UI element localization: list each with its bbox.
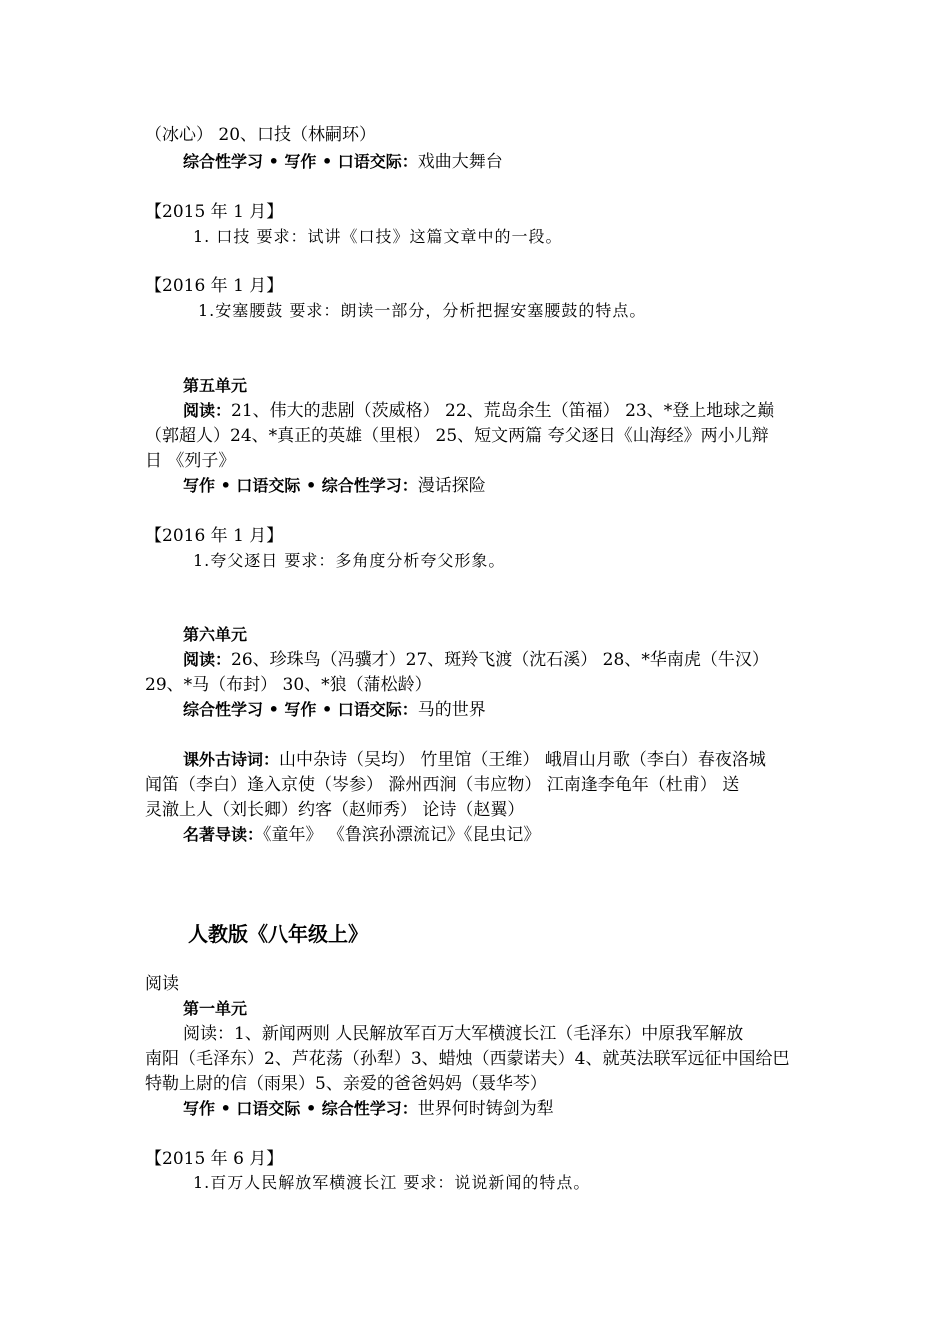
requirement-line: 1.安塞腰鼓 要求：朗读一部分，分析把握安塞腰鼓的特点。 [198,301,647,320]
text-line: 阅读 [145,974,179,994]
bold-label: 阅读： [183,650,232,669]
section-line [183,150,503,174]
book-title: 人教版《八年级上》 [188,922,368,946]
bold-label: 综合性学习 • 写作 • 口语交际： [183,152,418,171]
text-line: 闻笛（李白）逢入京使（岑参） 滁州西涧（韦应物） 江南逢李龟年（杜甫） 送 [145,775,740,795]
line-text: 《童年》 《鲁滨孙漂流记》《昆虫记》 [263,825,541,845]
unit-heading: 第五单元 [183,376,248,395]
requirement-line: 1. 口技 要求：试讲《口技》这篇文章中的一段。 [193,227,563,246]
line-text: 21、伟大的悲剧（茨威格） 22、荒岛余生（笛福） 23、*登上地球之巅 [231,401,775,421]
bold-label: 阅读： [183,401,232,420]
requirement-line: 1.百万人民解放军横渡长江 要求：说说新闻的特点。 [193,1173,591,1192]
section-line [183,474,486,498]
line-text: 漫话探险 [417,476,486,496]
text-line: 29、*马（布封） 30、*狼（蒲松龄） [145,675,432,695]
date-heading: 【2016 年 1 月】 [145,276,284,296]
bold-label: 名著导读： [183,825,264,844]
date-heading: 【2015 年 1 月】 [145,202,284,222]
text-line: 南阳（毛泽东）2、芦花荡（孙犁）3、蜡烛（西蒙诺夫）4、就英法联军远征中国给巴 [145,1049,790,1069]
poetry-line [183,748,766,772]
line-text: 马的世界 [417,700,486,720]
unit-heading: 第六单元 [183,625,248,644]
text-line: （冰心） 20、口技（林嗣环） [145,125,377,145]
requirement-line: 1.夸父逐日 要求：多角度分析夸父形象。 [193,551,506,570]
bold-label: 综合性学习 • 写作 • 口语交际： [183,700,418,719]
text-line: 灵澈上人（刘长卿）约客（赵师秀） 论诗（赵翼） [145,800,525,820]
reading-line [183,399,774,423]
text-line: （郭超人）24、*真正的英雄（里根） 25、短文两篇 夸父逐日《山海经》两小儿辩 [145,426,769,446]
text-line: 日 《列子》 [145,451,236,471]
date-heading: 【2015 年 6 月】 [145,1149,284,1169]
section-line [183,1097,554,1121]
line-text: 26、珍珠鸟（冯骥才）27、斑羚飞渡（沈石溪） 28、*华南虎（牛汉） [231,650,769,670]
line-text: 山中杂诗（吴均） 竹里馆（王维） 峨眉山月歌（李白）春夜洛城 [279,750,766,770]
reading-line [183,648,769,672]
bold-label: 写作 • 口语交际 • 综合性学习： [183,476,418,495]
line-text: 戏曲大舞台 [417,152,503,172]
text-line: 特勒上尉的信（雨果）5、亲爱的爸爸妈妈（聂华芩） [145,1074,547,1094]
bold-label: 写作 • 口语交际 • 综合性学习： [183,1099,418,1118]
bold-label: 课外古诗词： [183,750,280,769]
section-line [183,823,540,847]
unit-heading: 第一单元 [183,999,248,1018]
section-line [183,698,486,722]
date-heading: 【2016 年 1 月】 [145,526,284,546]
line-text: 世界何时铸剑为犁 [417,1099,554,1119]
reading-line: 阅读：1、新闻两则 人民解放军百万大军横渡长江（毛泽东）中原我军解放 [183,1024,744,1044]
